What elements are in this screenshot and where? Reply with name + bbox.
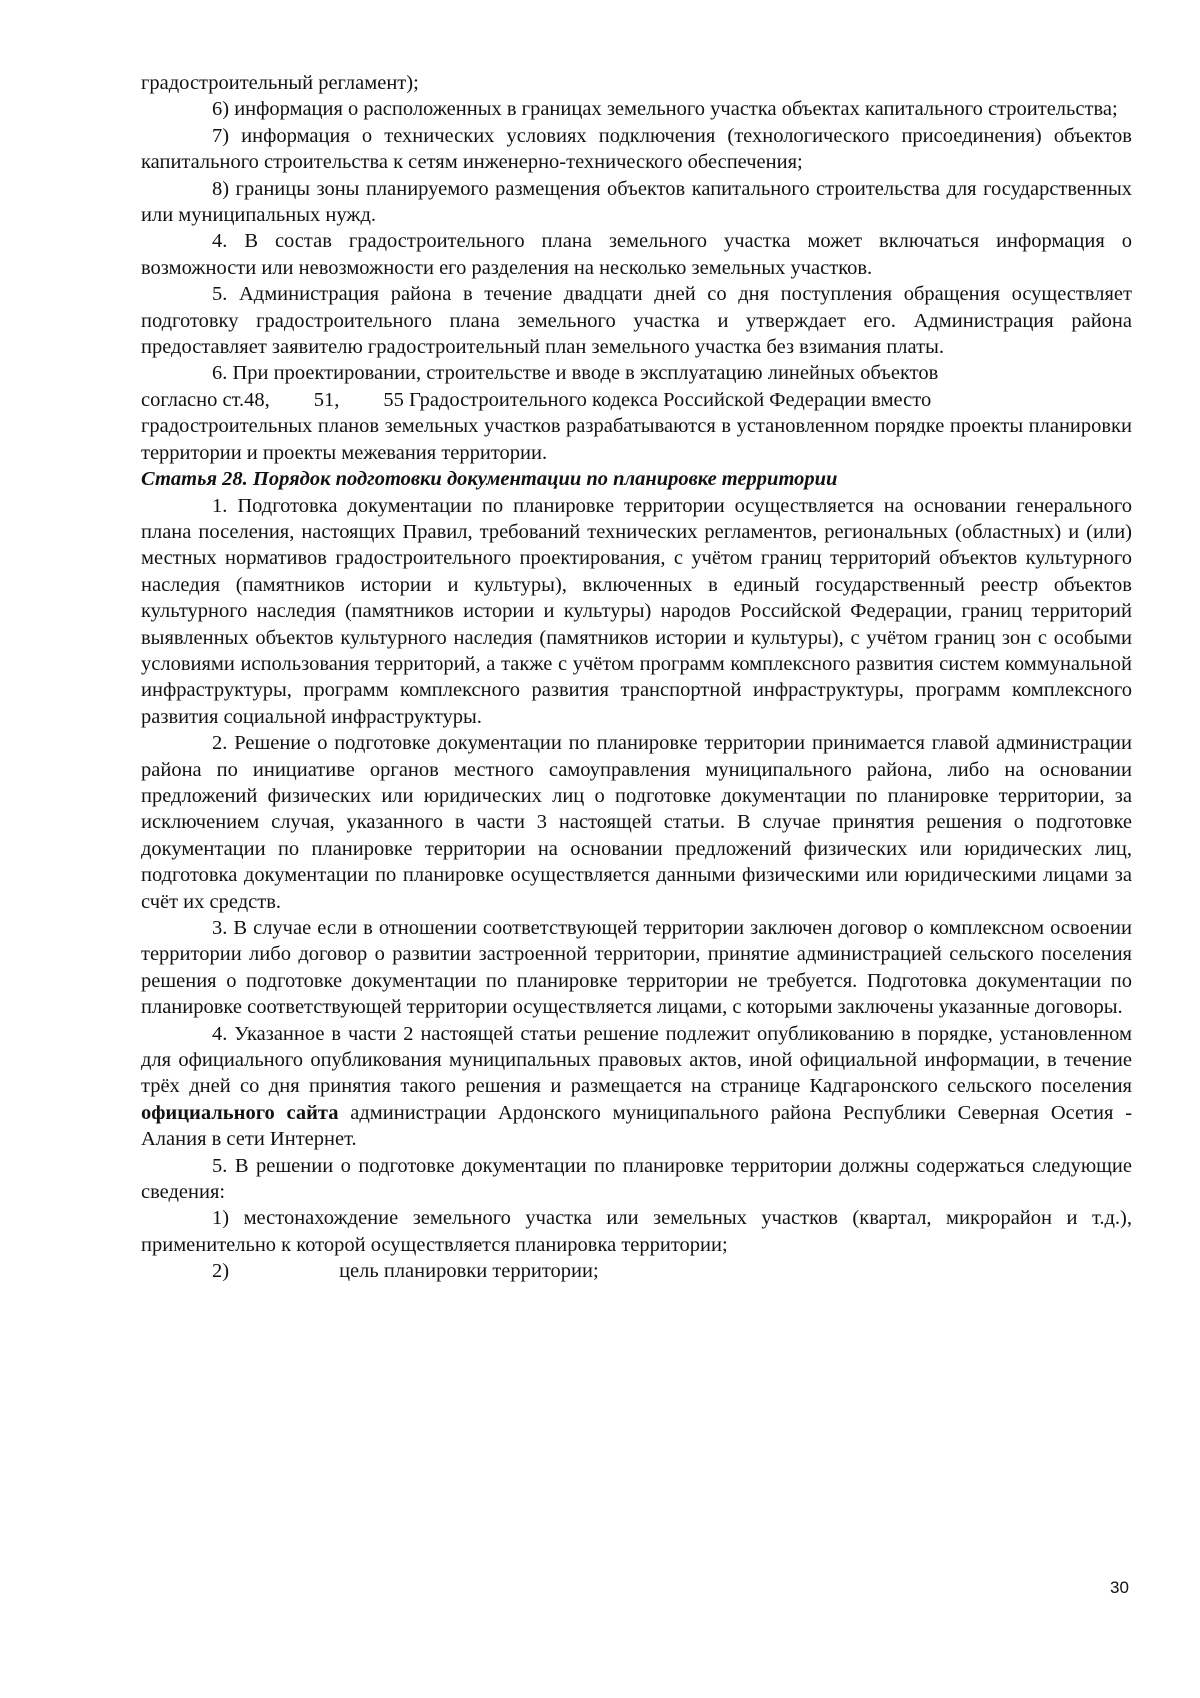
- page-number: 30: [1110, 1578, 1129, 1597]
- paragraph-fragment: цель планировки территории;: [339, 1260, 599, 1283]
- bold-fragment: официального сайта: [141, 1101, 339, 1124]
- paragraph: 6) информация о расположенных в границах земельного участка объектах капитального строительства;: [212, 98, 1118, 121]
- paragraph-line: [141, 387, 1132, 413]
- paragraph: 7) информация о технических условиях подключения (технологического присоединения) объектов капитального строительства к сетям инженерно-технического обеспечения;: [141, 124, 1132, 174]
- paragraph: [141, 1021, 1132, 1153]
- article-heading: Статья 28. Порядок подготовки документации по планировке территории: [141, 468, 838, 491]
- paragraph: 5. Администрация района в течение двадцати дней со дня поступления обращения осуществляет подготовку градостроительного плана земельного участка и утверждает его. Администрация района предоставляет заявителю градостроительный план земельного участка без взимания платы.: [141, 283, 1132, 359]
- paragraph: 5. В решении о подготовке документации по планировке территории должны содержаться следующие сведения:: [141, 1154, 1132, 1204]
- paragraph: 6. При проектировании, строительстве и вводе в эксплуатацию линейных объектов: [212, 362, 939, 385]
- paragraph-fragment: согласно ст.48,: [141, 388, 270, 411]
- paragraph: 1) местонахождение земельного участка или земельных участков (квартал, микрорайон и т.д.), применительно к которой осуществляется планировка территории;: [141, 1207, 1132, 1256]
- paragraph: градостроительный регламент);: [141, 72, 419, 94]
- paragraph: 1. Подготовка документации по планировке территории осуществляется на основании генерального плана поселения, настоящих Правил, требований технических регламентов, региональных (областных) и (или) местных нормативов градостроительного проектирования, с учётом границ территорий объектов культурного наследия (памятников истории и культуры), включенных в единый государственный реестр объектов культурного наследия (памятников истории и культуры) народов Российской Федерации, границ территорий выявленных объектов культурного наследия (памятников истории и культуры), с учётом границ зон с особыми условиями использования территорий, а также с учётом программ комплексного развития систем коммунальной инфраструктуры, программ комплексного развития транспортной инфраструктуры, программ комплексного развития социальной инфраструктуры.: [141, 494, 1132, 728]
- paragraph: [141, 1258, 1132, 1284]
- document-body: [141, 70, 1132, 1285]
- paragraph-fragment: 55 Градостроительного кодекса Российской Федерации вместо: [383, 388, 932, 411]
- paragraph-fragment: администрации Ардонского муниципального района Республики Северная Осетия - Алания в сети Интернет.: [141, 1101, 1133, 1151]
- paragraph: 3. В случае если в отношении соответствующей территории заключен договор о комплексном освоении территории либо договор о развитии застроенной территории, принятие администрацией сельского поселения решения о подготовке документации по планировке территории не требуется. Подготовка документации по планировке соответствующей территории осуществляется лицами, с которыми заключены указанные договоры.: [141, 917, 1132, 1019]
- paragraph: 4. В состав градостроительного плана земельного участка может включаться информация о возможности или невозможности его разделения на несколько земельных участков.: [141, 230, 1132, 279]
- paragraph: 2. Решение о подготовке документации по планировке территории принимается главой администрации района по инициативе органов местного самоуправления муниципального района, либо на основании предложений физических или юридических лиц о подготовке документации по планировке территории, за исключением случая, указанного в части 3 настоящей статьи. В случае принятия решения о подготовке документации по планировке территории на основании предложений физических или юридических лиц, подготовка документации по планировке осуществляется данными физическими или юридическими лицами за счёт их средств.: [141, 732, 1132, 913]
- paragraph: градостроительных планов земельных участков разрабатываются в установленном порядке проекты планировки территории и проекты межевания территории.: [141, 415, 1132, 464]
- paragraph-fragment: 4. Указанное в части 2 настоящей статьи решение подлежит опубликованию в порядке, установленном для официального опубликования муниципальных правовых актов, иной официальной информации, в течение трёх дней со дня принятия такого решения и размещается на странице Кадгаронского сельского поселения: [141, 1022, 1132, 1098]
- list-number: 2): [212, 1260, 230, 1283]
- paragraph-fragment: 51,: [313, 388, 340, 411]
- paragraph: 8) границы зоны планируемого размещения объектов капитального строительства для государственных или муниципальных нужд.: [141, 177, 1132, 227]
